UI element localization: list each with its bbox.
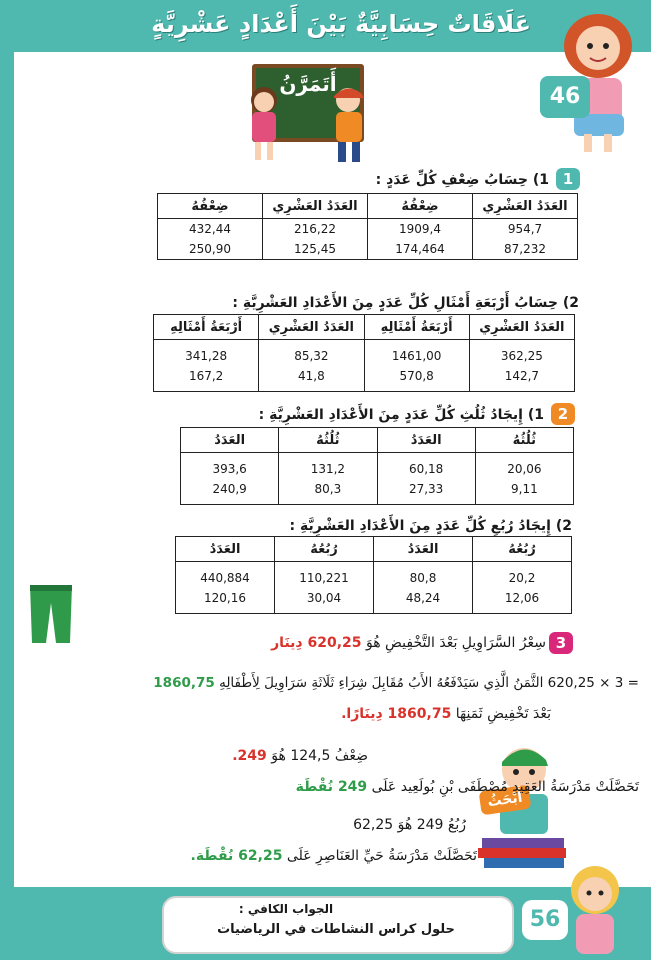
table-header: العَدَدُ	[181, 428, 279, 453]
table-cell: 60,18 27,33	[377, 453, 475, 505]
table-cell: 85,32 41,8	[259, 340, 364, 392]
table-cell: 362,25 142,7	[469, 340, 574, 392]
footer-line-2: حلول كراس النشاطات في الرياضيات	[217, 922, 455, 937]
table-header: أَرْبَعَةُ أَمْثَالِهِ	[364, 315, 469, 340]
section-2-q1-title: 1) إِيجَادُ ثُلُثِ كُلِّ عَدَدٍ مِنَ الأَعْدَادِ العَشْرِيَّةِ :	[258, 407, 544, 423]
table-cell: 216,22 125,45	[263, 219, 368, 260]
table-four-times	[153, 314, 575, 392]
table-header: رُبُعُهُ	[473, 537, 572, 562]
section-2-q2-title: 2) إِيجَادُ رُبُعِ كُلِّ عَدَدٍ مِنَ الأَعْدَادِ العَشْرِيَّةِ :	[289, 518, 572, 534]
section-1-q1-title: 1) حِسَابُ ضِعْفِ كُلِّ عَدَدٍ :	[375, 172, 549, 188]
section-3-line-1: سِعْرُ السَّرَاوِيلِ بَعْدَ التَّخْفِيضِ هُوَ 620,25 دِينَار	[271, 635, 546, 651]
table-cell: 131,2 80,3	[279, 453, 377, 505]
section-1-number: 1	[556, 168, 580, 190]
table-cell: 393,6 240,9	[181, 453, 279, 505]
research-line-4: تَحَصَّلَتْ مَدْرَسَةُ حَيِّ العَنَاصِرِ عَلَى 62,25 نُقْطَة.	[190, 848, 477, 864]
research-line-3: رُبُعُ 249 هُوَ 62,25	[353, 817, 466, 833]
table-header: أَرْبَعَةُ أَمْثَالِهِ	[154, 315, 259, 340]
section-1-q2-title: 2) حِسَابُ أَرْبَعَةِ أَمْثَالِ كُلِّ عَدَدٍ مِنَ الأَعْدَادِ العَشْرِيَّةِ :	[232, 295, 579, 311]
table-header: العَدَدُ	[176, 537, 275, 562]
research-badge: أَبْحَثُ	[479, 785, 532, 816]
table-header: العَدَدُ	[377, 428, 475, 453]
table-header: رُبُعُهُ	[275, 537, 374, 562]
table-third	[180, 427, 574, 505]
table-cell: 80,8 48,24	[374, 562, 473, 614]
left-margin-strip	[0, 52, 14, 887]
table-cell: 110,221 30,04	[275, 562, 374, 614]
table-cell: 1461,00 570,8	[364, 340, 469, 392]
table-header: ضِعْفُهُ	[158, 194, 263, 219]
table-cell: 440,884 120,16	[176, 562, 275, 614]
kids-illustration	[244, 84, 374, 168]
page-number: 56	[522, 900, 568, 940]
table-cell: 432,44 250,90	[158, 219, 263, 260]
trousers-illustration	[26, 583, 76, 645]
table-header: العَدَدُ العَشْرِي	[469, 315, 574, 340]
table-cell: 20,2 12,06	[473, 562, 572, 614]
table-header: العَدَدُ العَشْرِي	[263, 194, 368, 219]
table-double	[157, 193, 578, 260]
section-2-number: 2	[551, 403, 575, 425]
table-header: ثُلُثُهُ	[279, 428, 377, 453]
footer-line-1: الجواب الكافي :	[238, 902, 334, 916]
table-header: ضِعْفُهُ	[368, 194, 473, 219]
section-3-line-3: بَعْدَ تَخْفِيضِ ثَمَنِهَا 1860,75 دِينَارًا.	[341, 706, 551, 722]
page-title: عَلَاقَاتٌ حِسَابِيَّةٌ بَيْنَ أَعْدَادٍ عَشْرِيَّةٍ	[151, 10, 531, 38]
table-cell: 341,28 167,2	[154, 340, 259, 392]
section-3-number: 3	[549, 632, 573, 654]
table-header: ثُلُثُهُ	[475, 428, 573, 453]
chalkboard-title: أَتَمَرَّنُ	[279, 72, 337, 96]
exercise-number-badge: 46	[540, 76, 590, 118]
section-3-line-2: = 3 × 620,25 الثَّمَنُ الَّذِي سَيَدْفَعُهُ الأَبُ مُقَابِلَ شِرَاءِ ثَلَاثَةِ سَرَاوِيلَ لِأَطْفَالِهِ 1860,75	[153, 675, 639, 691]
table-cell: 954,7 87,232	[473, 219, 578, 260]
table-quarter	[175, 536, 572, 614]
girl-footer-illustration	[560, 862, 630, 958]
table-cell: 20,06 9,11	[475, 453, 573, 505]
table-header: العَدَدُ العَشْرِي	[473, 194, 578, 219]
research-line-1: ضِعْفُ 124,5 هُوَ 249.	[232, 748, 368, 764]
table-header: العَدَدُ العَشْرِي	[259, 315, 364, 340]
table-cell: 1909,4 174,464	[368, 219, 473, 260]
research-line-2: تَحَصَّلَتْ مَدْرَسَةُ العَقِيدِ مُصْطَفَى بْنِ بُولَعِيد عَلَى 249 نُقْطَة	[295, 779, 639, 795]
table-header: العَدَدُ	[374, 537, 473, 562]
